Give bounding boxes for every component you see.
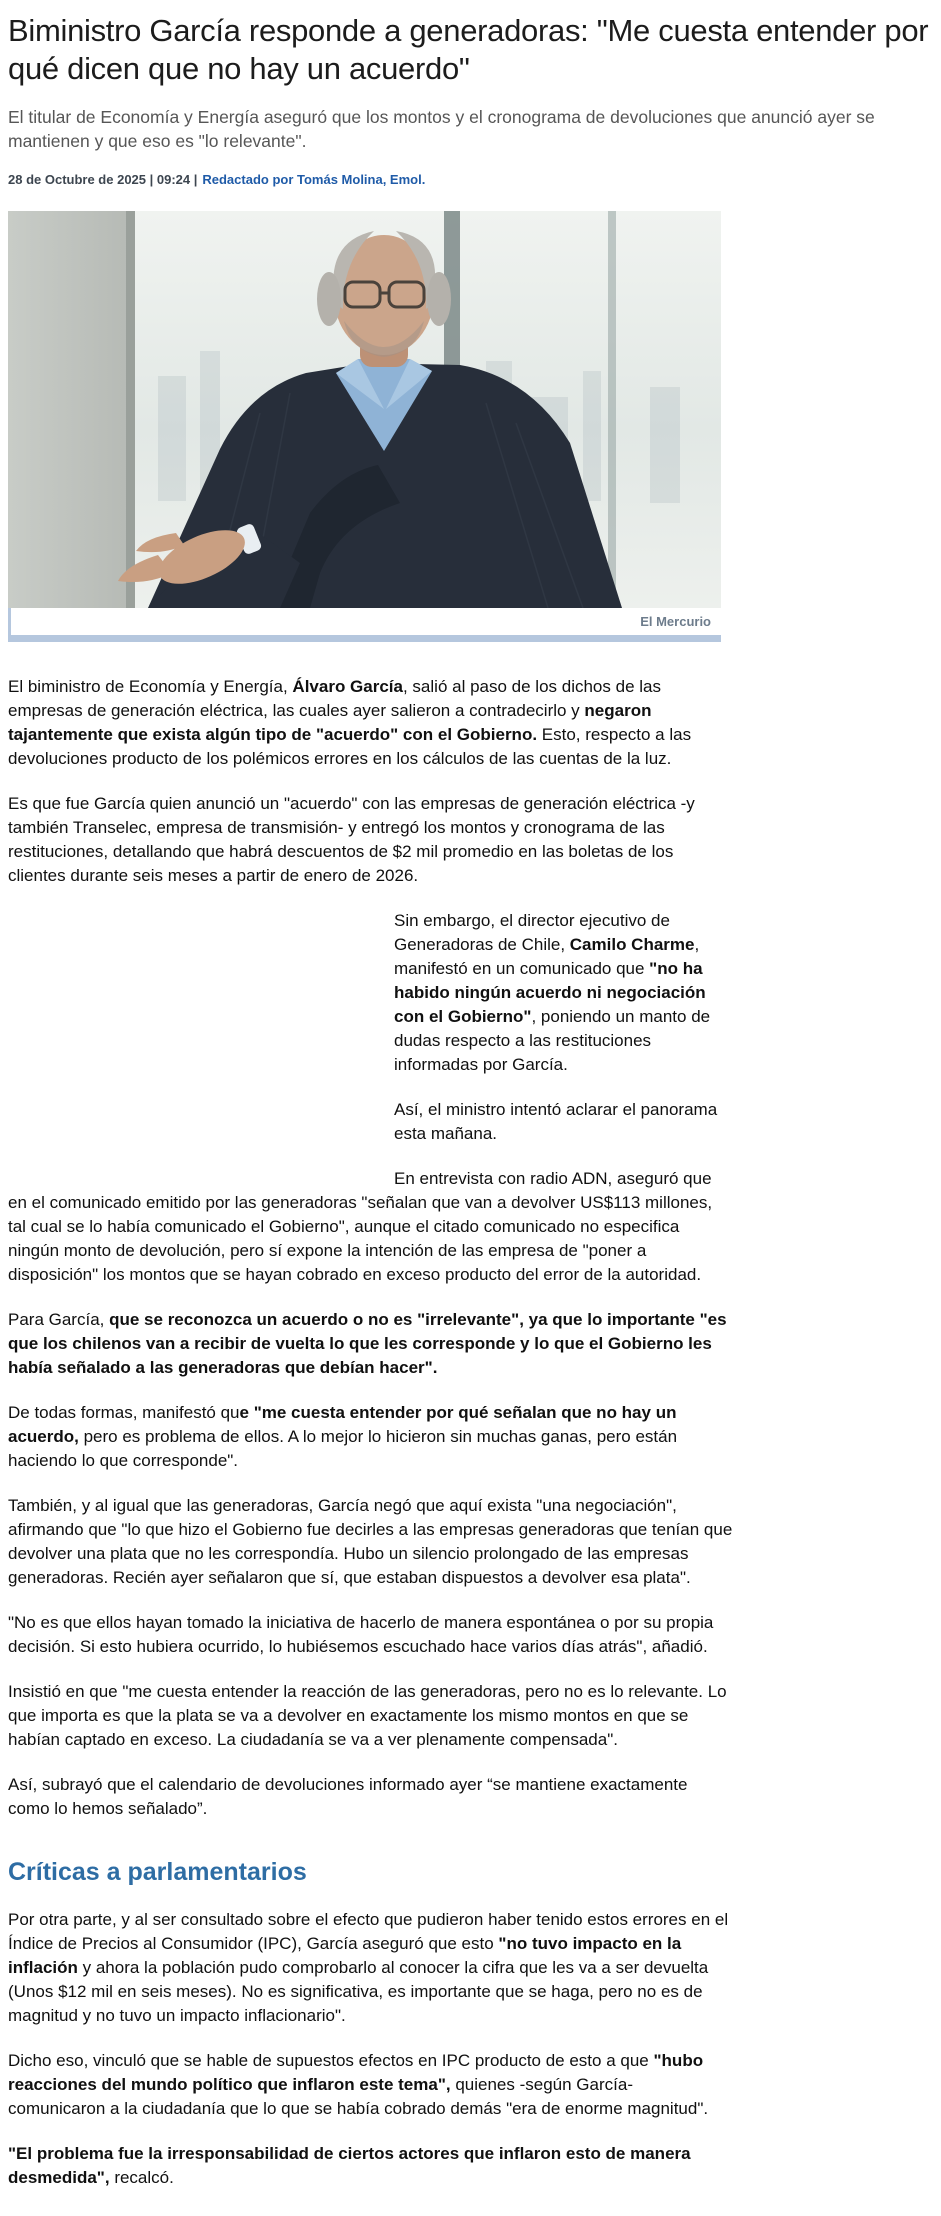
paragraph-bold-run: e "me cuesta entender por qué señalan que no hay un acuerdo, bbox=[8, 1403, 677, 1446]
wall-left bbox=[8, 211, 130, 608]
article-paragraph bbox=[8, 1908, 733, 2028]
paragraph-text-run: El biministro de Economía y Energía, bbox=[8, 677, 293, 696]
article-paragraph bbox=[8, 1680, 733, 1752]
article-paragraph bbox=[8, 2049, 733, 2121]
paragraph-bold-run: que se reconozca un acuerdo o no es "irrelevante", ya que lo importante "es que los chilenos van a recibir de vuelta lo que les corresponde y lo que el Gobierno les había señalado a las generadoras que debían hacer". bbox=[8, 1310, 727, 1377]
left-whitespace-spacer bbox=[8, 888, 394, 1178]
photo-block bbox=[8, 211, 721, 642]
article-paragraph bbox=[8, 1308, 733, 1380]
article-paragraph bbox=[8, 792, 733, 888]
paragraph-text-run: , salió al paso de los dichos de las empresas de generación eléctrica, las cuales ayer salieron a contradecirlo y bbox=[8, 677, 661, 720]
paragraph-bold-run: "El problema fue la irresponsabilidad de ciertos actores que inflaron esto de manera desmedida", bbox=[8, 2144, 691, 2187]
paragraph-text-run: Así, el ministro intentó aclarar el panorama esta mañana. bbox=[394, 1100, 718, 1143]
publish-date-time: 28 de Octubre de 2025 | 09:24 | bbox=[8, 172, 198, 187]
paragraph-text-run: , manifestó en un comunicado que bbox=[394, 935, 700, 978]
paragraph-text-run: pero es problema de ellos. A lo mejor lo hicieron sin muchas ganas, pero están haciendo lo que corresponde". bbox=[8, 1427, 678, 1470]
paragraph-text-run: recalcó. bbox=[109, 2168, 174, 2187]
paragraph-text-run: Esto, respecto a las devoluciones producto de los polémicos errores en los cálculos de las cuentas de la luz. bbox=[8, 725, 692, 768]
paragraph-bold-run: Camilo Charme bbox=[569, 935, 695, 954]
paragraph-text-run: Insistió en que "me cuesta entender la reacción de las generadoras, pero no es lo relevante. Lo que importa es que la plata se va a devolver en exactamente los mismo montos en que se habían captado en exceso. La ciudadanía se va a ver plenamente compensada". bbox=[8, 1682, 727, 1749]
paragraph-text-run: Sin embargo, el director ejecutivo de Generadoras de Chile, bbox=[394, 911, 670, 954]
dateline bbox=[8, 172, 931, 187]
article-title: Biministro García responde a generadoras: "Me cuesta entender por qué dicen que no hay un acuerdo" bbox=[8, 13, 929, 86]
article-paragraph bbox=[8, 1494, 733, 1590]
paragraph-text-run: También, y al igual que las generadoras, García negó que aquí exista "una negociación", afirmando que "lo que hizo el Gobierno fue decirles a las empresas generadoras que tenían que devolver una plata que no les correspondía. Hubo un silencio prolongado de las empresas generadoras. Recién ayer señalaron que sí, que estaban dispuestos a devolver esa plata". bbox=[8, 1496, 733, 1587]
paragraph-text-run: "No es que ellos hayan tomado la iniciativa de hacerlo de manera espontánea o por su propia decisión. Si esto hubiera ocurrido, lo hubiésemos escuchado hace varios días atrás", añadió. bbox=[8, 1613, 714, 1656]
article-paragraph bbox=[8, 675, 733, 771]
paragraph-bold-run: "hubo reacciones del mundo político que inflaron este tema", bbox=[8, 2051, 704, 2094]
article-body bbox=[8, 675, 733, 2190]
photo-caption bbox=[8, 608, 721, 642]
paragraph-text-run: y ahora la población pudo comprobarlo al conocer la cifra que les va a ser devuelta (Unos $12 mil en seis meses). No es significativa, es importante que se haga, pero no es de magnitud y no tuvo un impacto inflacionario". bbox=[8, 1958, 709, 2025]
paragraph-bold-run: "no ha habido ningún acuerdo ni negociación con el Gobierno" bbox=[394, 959, 706, 1026]
paragraph-text-run: Así, subrayó que el calendario de devoluciones informado ayer “se mantiene exactamente como lo hemos señalado”. bbox=[8, 1775, 688, 1818]
byline-link[interactable]: Redactado por Tomás Molina, Emol. bbox=[202, 172, 426, 187]
article-paragraph bbox=[8, 1611, 733, 1659]
paragraph-text-run: En entrevista con radio ADN, aseguró que en el comunicado emitido por las generadoras "señalan que van a devolver US$113 millones, tal cual se lo había comunicado el Gobierno", aunque el citado comunicado no especifica ningún monto de devolución, pero sí expone la intención de las empresa de "poner a disposición" los montos que se hayan cobrado en exceso producto del error de la autoridad. bbox=[8, 1169, 713, 1284]
section-heading: Críticas a parlamentarios bbox=[8, 1858, 307, 1886]
paragraph-bold-run: Álvaro García bbox=[292, 677, 403, 696]
article-paragraph bbox=[8, 1401, 733, 1473]
paragraph-text-run: Para García, bbox=[8, 1310, 110, 1329]
paragraph-bold-run: "no tuvo impacto en la inflación bbox=[8, 1934, 682, 1977]
article-paragraph bbox=[8, 1167, 733, 1287]
article-paragraph bbox=[8, 2142, 733, 2190]
paragraph-text-run: quienes -según García- comunicaron a la ciudadanía que lo que se había cobrado demás "era de enorme magnitud". bbox=[8, 2075, 709, 2118]
paragraph-text-run: , poniendo un manto de dudas respecto a las restituciones informadas por García. bbox=[394, 1007, 711, 1074]
photo-credit: El Mercurio bbox=[640, 614, 711, 629]
paragraph-bold-run: negaron tajantemente que exista algún tipo de "acuerdo" con el Gobierno. bbox=[8, 701, 652, 744]
article-paragraph bbox=[8, 1773, 733, 1821]
article-subtitle: El titular de Economía y Energía aseguró que los montos y el cronograma de devoluciones que anunció ayer se mantienen y que eso es "lo relevante". bbox=[8, 107, 875, 151]
photo-illustration bbox=[8, 211, 721, 608]
paragraph-text-run: De todas formas, manifestó qu bbox=[8, 1403, 240, 1422]
paragraph-text-run: Dicho eso, vinculó que se hable de supuestos efectos en IPC producto de esto a que bbox=[8, 2051, 654, 2070]
paragraph-text-run: Es que fue García quien anunció un "acuerdo" con las empresas de generación eléctrica -y también Transelec, empresa de transmisión- y entregó los montos y cronograma de las restituciones, detallando que habrá descuentos de $2 mil promedio en las boletas de los clientes durante seis meses a partir de enero de 2026. bbox=[8, 794, 695, 885]
paragraph-text-run: Por otra parte, y al ser consultado sobre el efecto que pudieron haber tenido estos errores en el Índice de Precios al Consumidor (IPC), García aseguró que esto bbox=[8, 1910, 729, 1953]
article-photo bbox=[8, 211, 721, 608]
